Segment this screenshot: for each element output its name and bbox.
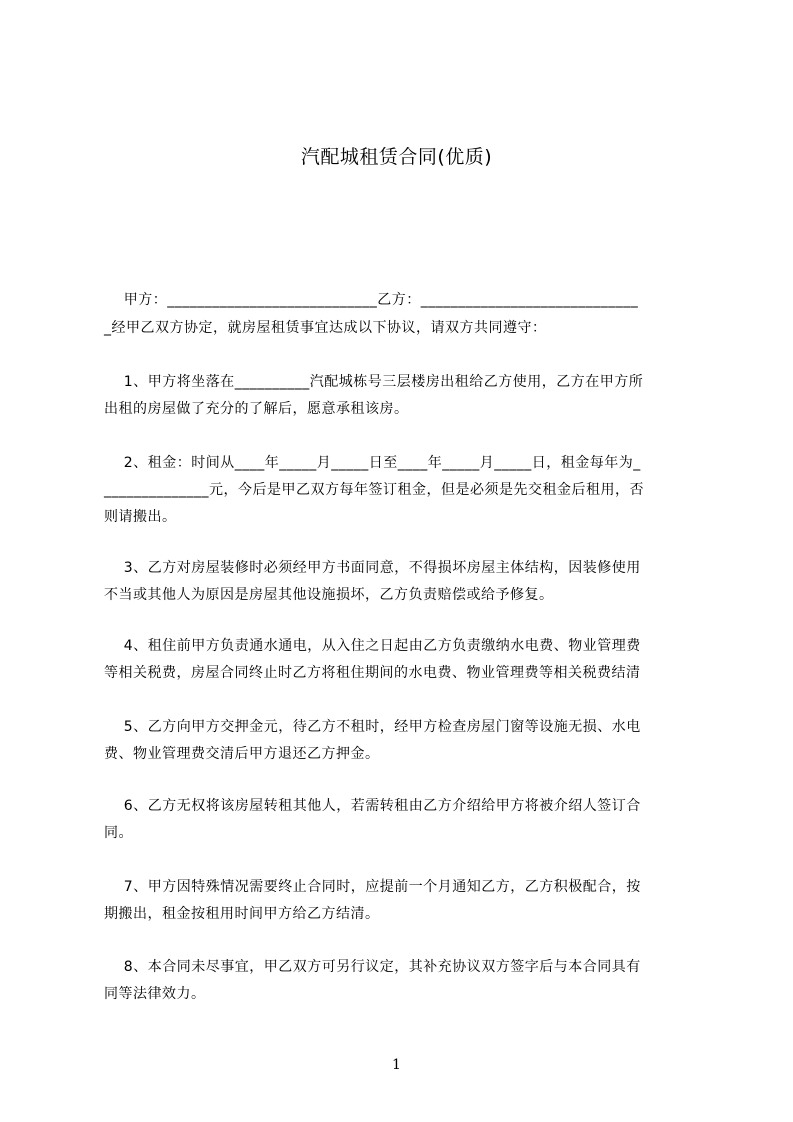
clause-2-line-1: 2、租金：时间从____年_____月_____日至____年_____月_____日，租金每年为_ xyxy=(104,455,641,471)
clause-6-line-1: 6、乙方无权将该房屋转租其他人，若需转租由乙方介绍给甲方将被介绍人签订合 xyxy=(104,798,641,814)
clause-1-line-1: 1、甲方将坐落在__________汽配城栋号三层楼房出租给乙方使用，乙方在甲方所 xyxy=(104,374,644,390)
clause-1-line-2: 出租的房屋做了充分的了解后，愿意承租该房。 xyxy=(104,401,409,417)
page-number: 1 xyxy=(392,1057,401,1073)
party-line-1: 甲方：____________________________乙方：_____________________________ xyxy=(104,292,639,308)
clause-2-line-3: 则请搬出。 xyxy=(104,509,177,525)
clause-6-line-2: 同。 xyxy=(104,825,133,841)
clause-4-line-1: 4、租住前甲方负责通水通电，从入住之日起由乙方负责缴纳水电费、物业管理费 xyxy=(104,638,641,654)
party-line-2: _经甲乙双方协定，就房屋租赁事宜达成以下协议，请双方共同遵守： xyxy=(104,320,547,336)
clause-5-line-2: 费、物业管理费交清后甲方退还乙方押金。 xyxy=(104,746,380,762)
clause-3-line-2: 不当或其他人为原因是房屋其他设施损坏，乙方负责赔偿或给予修复。 xyxy=(104,587,554,603)
clause-3-line-1: 3、乙方对房屋装修时必须经甲方书面同意，不得损坏房屋主体结构，因装修使用 xyxy=(104,560,641,576)
clause-4-line-2: 等相关税费，房屋合同终止时乙方将租住期间的水电费、物业管理费等相关税费结清 xyxy=(104,665,641,681)
clause-5-line-1: 5、乙方向甲方交押金元，待乙方不租时，经甲方检查房屋门窗等设施无损、水电 xyxy=(104,719,641,735)
document-title: 汽配城租赁合同(优质) xyxy=(300,146,493,168)
clause-7-line-2: 期搬出，租金按租用时间甲方给乙方结清。 xyxy=(104,906,380,922)
clause-8-line-2: 同等法律效力。 xyxy=(104,986,206,1002)
clause-2-line-2: ______________元，今后是甲乙双方每年签订租金，但是必须是先交租金后租用，否 xyxy=(104,482,644,498)
clause-7-line-1: 7、甲方因特殊情况需要终止合同时，应提前一个月通知乙方，乙方积极配合，按 xyxy=(104,879,641,895)
clause-8-line-1: 8、本合同未尽事宜，甲乙双方可另行议定，其补充协议双方签字后与本合同具有 xyxy=(104,959,641,975)
